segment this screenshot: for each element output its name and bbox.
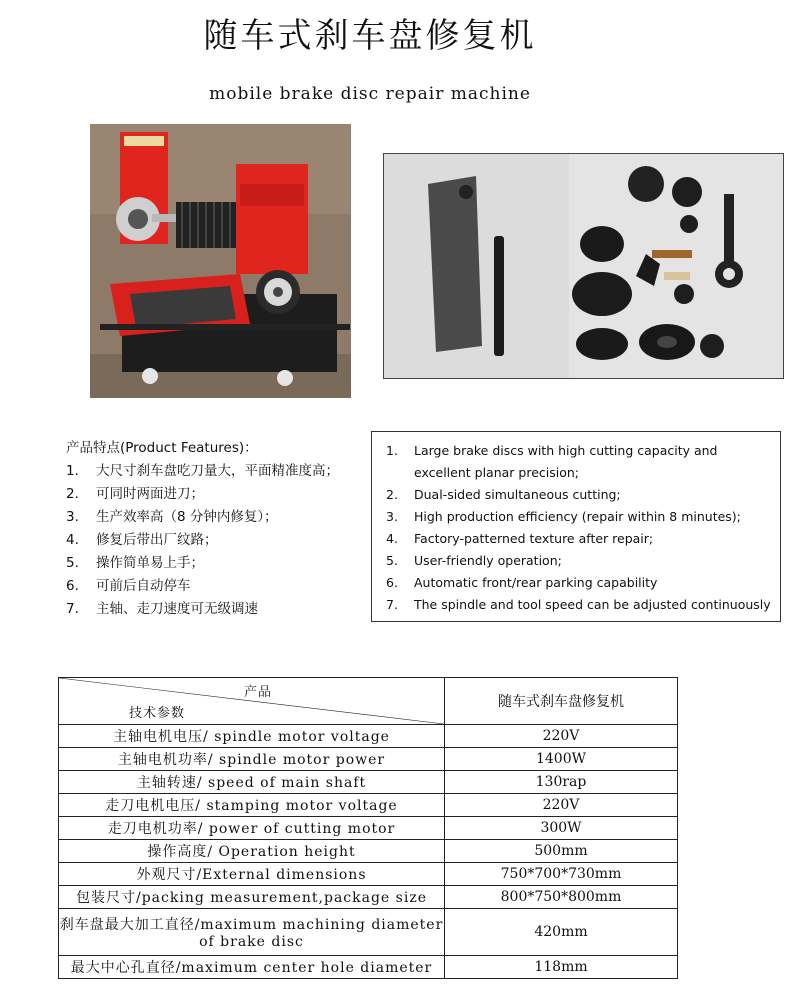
- features-cn-header: 产品特点(Product Features)：: [66, 440, 258, 456]
- accessories-photo: [383, 153, 784, 379]
- table-row: 走刀电机电压/ stamping motor voltage 220V: [59, 794, 678, 817]
- list-item: 1. 大尺寸刹车盘吃刀量大，平面精准度高；: [66, 463, 339, 479]
- header-product-label: 产品: [244, 685, 273, 700]
- list-item: 7. The spindle and tool speed can be adjusted continuously: [386, 597, 771, 612]
- table-row: 主轴电机功率/ spindle motor power 1400W: [59, 748, 678, 771]
- list-item: 7. 主轴、走刀速度可无级调速: [66, 601, 258, 617]
- spec-table: [58, 677, 678, 979]
- table-header-row: [59, 678, 678, 725]
- features-cn-list: [66, 460, 376, 621]
- header-product-name: 随车式刹车盘修复机: [445, 678, 678, 725]
- table-row: 主轴电机电压/ spindle motor voltage 220V: [59, 725, 678, 748]
- page-subtitle: mobile brake disc repair machine: [209, 84, 531, 104]
- header-params-label: 技术参数: [129, 706, 186, 721]
- list-item: 2. 可同时两面进刀；: [66, 486, 204, 502]
- list-item: 4. 修复后带出厂纹路；: [66, 532, 218, 548]
- table-row: 走刀电机功率/ power of cutting motor 300W: [59, 817, 678, 840]
- features-en-list: [386, 440, 772, 616]
- table-row: 最大中心孔直径/maximum center hole diameter 118mm: [59, 956, 678, 979]
- table-row: 操作高度/ Operation height 500mm: [59, 840, 678, 863]
- list-item: 2. Dual-sided simultaneous cutting;: [386, 487, 621, 502]
- list-item: 5. 操作简单易上手；: [66, 555, 204, 571]
- page-title: 随车式刹车盘修复机: [203, 16, 537, 56]
- list-item: 1. Large brake discs with high cutting capacity and excellent planar precision;: [386, 443, 718, 480]
- table-row: 外观尺寸/External dimensions 750*700*730mm: [59, 863, 678, 886]
- table-corner-header: [59, 678, 445, 725]
- table-row: 主轴转速/ speed of main shaft 130rap: [59, 771, 678, 794]
- features-en-box: [371, 431, 781, 622]
- list-item: 3. High production efficiency (repair within 8 minutes);: [386, 509, 741, 524]
- list-item: 3. 生产效率高（8 分钟内修复）；: [66, 509, 278, 525]
- list-item: 5. User-friendly operation;: [386, 553, 562, 568]
- table-row: 包装尺寸/packing measurement,package size 800*750*800mm: [59, 886, 678, 909]
- machine-photo: [90, 124, 351, 398]
- list-item: 6. Automatic front/rear parking capability: [386, 575, 658, 590]
- list-item: 4. Factory-patterned texture after repair;: [386, 531, 654, 546]
- list-item: 6. 可前后自动停车: [66, 578, 191, 594]
- table-row: 刹车盘最大加工直径/maximum machining diameter of brake disc 420mm: [59, 909, 678, 956]
- features-cn: [66, 436, 376, 621]
